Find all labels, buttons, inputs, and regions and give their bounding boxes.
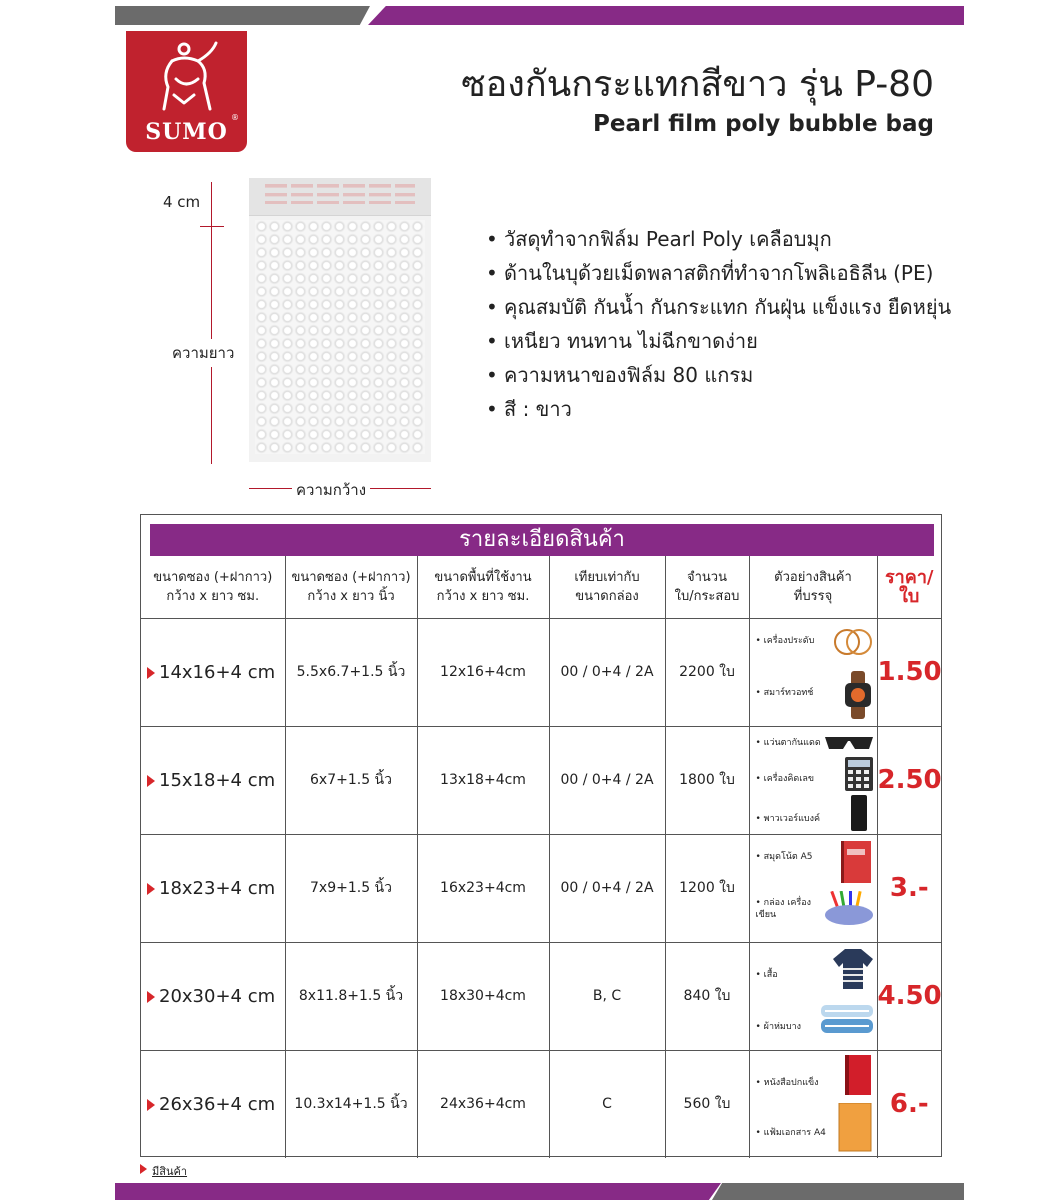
- jewelry-icon: [831, 625, 875, 659]
- quantity-cell: 840 ใบ: [665, 942, 749, 1050]
- examples-cell: [749, 618, 877, 726]
- table-row: [141, 1050, 941, 1158]
- header-line: กว้าง x ยาว นิ้ว: [307, 588, 395, 604]
- size-cm-value: 14x16+4 cm: [159, 661, 276, 683]
- box-cell: B, C: [549, 942, 665, 1050]
- table-row: [141, 618, 941, 726]
- example-label: • สมาร์ทวอทช์: [755, 687, 814, 698]
- length-dimension-label: ความยาว: [172, 339, 234, 367]
- blanket-icon: [819, 999, 875, 1039]
- quantity-cell: 1200 ใบ: [665, 834, 749, 942]
- a4-folder-icon: [835, 1103, 875, 1153]
- bag-bubble-body: [255, 220, 425, 454]
- size-cm-value: 15x18+4 cm: [159, 769, 276, 791]
- price-cell: 6.-: [877, 1050, 941, 1158]
- example-label: • เครื่องคิดเลข: [755, 773, 815, 784]
- logo-text: SUMO: [145, 119, 228, 145]
- header-line: จำนวน: [687, 569, 727, 585]
- product-table: [141, 556, 941, 1158]
- header-line: กว้าง x ยาว ซม.: [166, 588, 260, 604]
- flap-tick: [200, 226, 224, 227]
- example-label: • เสื้อ: [755, 969, 778, 980]
- product-detail-panel: [140, 514, 942, 1157]
- feature-item: • ด้านในบุด้วยเม็ดพลาสติกที่ทำจากโพลิเอธิลีน (PE): [486, 256, 951, 290]
- example-label: • แฟ้มเอกสาร A4: [755, 1127, 826, 1138]
- bottom-gray-bar: [712, 1183, 964, 1200]
- header-line: ขนาดพื้นที่ใช้งาน: [434, 569, 532, 585]
- size-cm-value: 26x36+4 cm: [159, 1093, 276, 1115]
- sunglasses-icon: [823, 733, 875, 753]
- red-arrow-icon: [147, 883, 155, 895]
- example-label: • กล่อง เครื่องเขียน: [755, 897, 812, 920]
- feature-item-continued: [486, 324, 951, 358]
- price-cell: 3.-: [877, 834, 941, 942]
- hardcover-book-icon: [839, 1055, 875, 1097]
- size-inch-cell: 8x11.8+1.5 นิ้ว: [285, 942, 417, 1050]
- area-cell: 13x18+4cm: [417, 726, 549, 834]
- feature-item: • คุณสมบัติ กันน้ำ กันกระแทก กันฝุ่น แข็งแรง ยืดหยุ่น: [486, 290, 951, 324]
- area-cell: 18x30+4cm: [417, 942, 549, 1050]
- example-label: • พาวเวอร์แบงค์: [755, 813, 821, 824]
- feature-list: [486, 222, 951, 426]
- header-examples: [749, 556, 877, 618]
- red-arrow-icon: [147, 1099, 155, 1111]
- size-cm-cell: [141, 1050, 285, 1158]
- bubble-bag-image: [249, 178, 431, 462]
- examples-cell: [749, 942, 877, 1050]
- example-label: • สมุดโน้ต A5: [755, 851, 813, 862]
- notebook-icon: [835, 841, 875, 885]
- table-title: รายละเอียดสินค้า: [150, 524, 934, 556]
- examples-cell: [749, 1050, 877, 1158]
- header-size-inch: [285, 556, 417, 618]
- box-cell: 00 / 0+4 / 2A: [549, 618, 665, 726]
- size-inch-cell: 5.5x6.7+1.5 นิ้ว: [285, 618, 417, 726]
- size-cm-value: 20x30+4 cm: [159, 985, 276, 1007]
- header-line: ขนาดกล่อง: [575, 588, 639, 604]
- bottom-purple-bar: [115, 1183, 721, 1200]
- header-line: ขนาดซอง (+ฝากาว): [153, 569, 273, 585]
- table-row: [141, 726, 941, 834]
- product-title-english: Pearl film poly bubble bag: [593, 111, 934, 137]
- example-label: • แว่นตากันแดด: [755, 737, 821, 748]
- header-line: เทียบเท่ากับ: [574, 569, 640, 585]
- price-cell: 4.50: [877, 942, 941, 1050]
- top-purple-bar: [368, 6, 964, 25]
- size-cm-cell: [141, 726, 285, 834]
- header-line: ตัวอย่างสินค้า: [774, 569, 852, 585]
- feature-item-text: เหนียว ทนทาน ไม่ฉีกขาดง่าย: [504, 329, 758, 353]
- shirt-icon: [831, 947, 875, 991]
- size-inch-cell: 10.3x14+1.5 นิ้ว: [285, 1050, 417, 1158]
- top-gray-bar: [115, 6, 370, 25]
- product-title-thai: ซองกันกระแทกสีขาว รุ่น P-80: [461, 64, 934, 105]
- table-header-row: [141, 556, 941, 618]
- flap-dimension-label: 4 cm: [163, 193, 201, 211]
- header-box-size: [549, 556, 665, 618]
- sumo-logo: [126, 31, 247, 152]
- header-line: ที่บรรจุ: [793, 588, 833, 604]
- header-line: ราคา/ใบ: [885, 566, 934, 607]
- quantity-cell: 1800 ใบ: [665, 726, 749, 834]
- size-cm-value: 18x23+4 cm: [159, 877, 276, 899]
- example-label: • เครื่องประดับ: [755, 635, 815, 646]
- feature-item: • วัสดุทำจากฟิล์ม Pearl Poly เคลือบมุก: [486, 222, 951, 256]
- table-row: [141, 942, 941, 1050]
- area-cell: 16x23+4cm: [417, 834, 549, 942]
- red-arrow-icon: [147, 991, 155, 1003]
- size-inch-cell: 6x7+1.5 นิ้ว: [285, 726, 417, 834]
- feature-item: • ความหนาของฟิล์ม 80 แกรม: [486, 358, 951, 392]
- box-cell: C: [549, 1050, 665, 1158]
- header-line: กว้าง x ยาว ซม.: [436, 588, 530, 604]
- length-dimension-line: [211, 182, 212, 464]
- box-cell: 00 / 0+4 / 2A: [549, 834, 665, 942]
- size-cm-cell: [141, 834, 285, 942]
- registered-mark: ®: [231, 113, 239, 122]
- example-label: • ผ้าห่มบาง: [755, 1021, 802, 1032]
- size-cm-cell: [141, 618, 285, 726]
- examples-cell: [749, 834, 877, 942]
- red-arrow-icon: [147, 775, 155, 787]
- price-cell: 2.50: [877, 726, 941, 834]
- red-arrow-icon: [147, 667, 155, 679]
- area-cell: 12x16+4cm: [417, 618, 549, 726]
- box-cell: 00 / 0+4 / 2A: [549, 726, 665, 834]
- examples-cell: [749, 726, 877, 834]
- header-usable-area: [417, 556, 549, 618]
- width-dimension-label: ความกว้าง: [292, 478, 370, 502]
- area-cell: 24x36+4cm: [417, 1050, 549, 1158]
- quantity-cell: 2200 ใบ: [665, 618, 749, 726]
- in-stock-link[interactable]: มีสินค้า: [152, 1165, 188, 1178]
- power-bank-icon: [843, 795, 875, 831]
- table-row: [141, 834, 941, 942]
- size-inch-cell: 7x9+1.5 นิ้ว: [285, 834, 417, 942]
- header-price: [877, 556, 941, 618]
- smartwatch-icon: [841, 671, 875, 719]
- price-cell: 1.50: [877, 618, 941, 726]
- calculator-icon: [843, 757, 875, 791]
- example-label: • หนังสือปกแข็ง: [755, 1077, 819, 1088]
- header-line: ขนาดซอง (+ฝากาว): [291, 569, 411, 585]
- quantity-cell: 560 ใบ: [665, 1050, 749, 1158]
- sumo-wrestler-icon: [154, 39, 220, 115]
- bag-flap: [249, 178, 431, 216]
- header-quantity: [665, 556, 749, 618]
- header-size-cm: [141, 556, 285, 618]
- feature-item: • สี : ขาว: [486, 392, 951, 426]
- header-line: ใบ/กระสอบ: [674, 588, 740, 604]
- size-cm-cell: [141, 942, 285, 1050]
- stock-arrow-icon: [140, 1164, 147, 1174]
- bag-flap-print: [265, 184, 415, 204]
- pencil-case-icon: [821, 891, 875, 927]
